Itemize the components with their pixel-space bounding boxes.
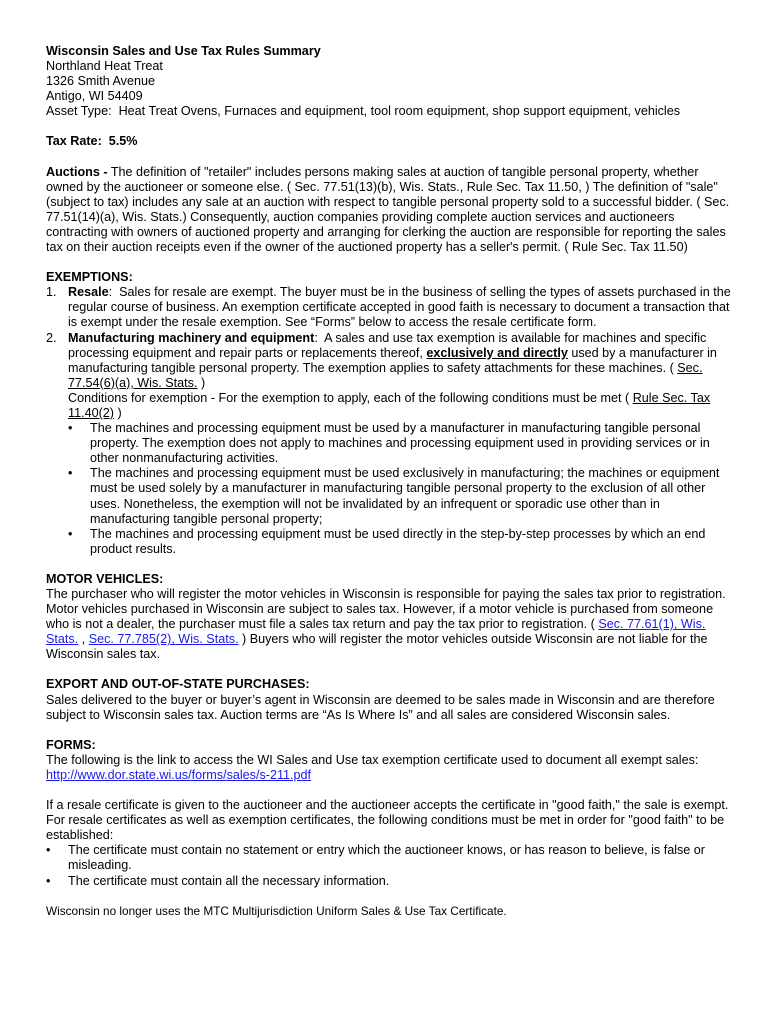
tax-rate-line: Tax Rate: 5.5% (46, 134, 138, 149)
resale-label: Resale (68, 285, 109, 300)
conditions-line (68, 391, 736, 421)
manufacturing-ref-link[interactable]: Sec. 77.54(6)(a), Wis. Stats. (68, 360, 703, 390)
manufacturing-text-cont: used by a manufacturer in manufacturing tangible personal property. The exemption applies to safety attachments for these machines. ( (68, 345, 717, 375)
auctions-text: The definition of "retailer" includes persons making sales at auction of tangible personal property, whether owned by the auctioneer or someone else. ( Sec. 77.51(13)(b), Wis. Stats., Rule Sec. Tax 11.50, ) The definition of "sale" (subject to tax) includes any sale at an auction with respect to tangible personal property sold to a successful bidder. ( Sec. 77.51(14)(a), Wis. Stats.) Consequently, auction companies providing complete auction services and auctioneers contracting with owners of auctioned property and arranging for clerking the auction are responsible for reporting the sales tax on their auction receipts even if the owner of the auctioned property has a seller's permit. ( Rule Sec. Tax 11.50) (46, 164, 730, 255)
document-page (46, 44, 736, 919)
export-heading: EXPORT AND OUT-OF-STATE PURCHASES: (46, 677, 310, 692)
conditions-text: Conditions for exemption - For the exemption to apply, each of the following conditions must be met ( (68, 390, 630, 405)
motor-vehicles-text-a: The purchaser who will register the motor vehicles in Wisconsin is responsible for paying the sales tax prior to registration. Motor vehicles purchased in Wisconsin are subject to sales tax. However, if a motor vehicle is purchased from someone who is not a dealer, the purchaser must file a sales tax return and pay the tax prior to registration. ( (46, 587, 726, 632)
exemptions-list (46, 285, 736, 557)
statute-link-77-785[interactable]: Sec. 77.785(2), Wis. Stats. (88, 632, 239, 647)
motor-vehicles-text-b: ) Buyers who will register the motor vehicles outside Wisconsin are not liable for the Wisconsin sales tax. (46, 632, 708, 662)
auctions-section (46, 165, 736, 256)
asset-type-label: Asset Type: (46, 104, 112, 119)
asset-type-value: Heat Treat Ovens, Furnaces and equipment, tool room equipment, shop support equipment, vehicles (118, 104, 681, 119)
manufacturing-ref-close: ) (200, 375, 206, 390)
conditions-close: ) (117, 405, 122, 420)
exemptions-heading: EXEMPTIONS: (46, 270, 133, 285)
tax-rate-label: Tax Rate (46, 134, 98, 149)
condition-item: • The machines and processing equipment must be used directly in the step-by-step processes by which an end product results. (68, 527, 736, 557)
forms-heading: FORMS: (46, 737, 96, 752)
good-faith-bullets (46, 843, 736, 888)
manufacturing-emphasis: exclusively and directly (426, 345, 568, 360)
exemption-number: 2. (46, 330, 57, 345)
exemption-resale: 1. Resale: Sales for resale are exempt. The buyer must be in the business of selling the types of assets purchased in the regular course of business. An exemption certificate accepted in good faith is necessary to document a transaction that is exempt under the resale exemption. See “Forms” below to access the resale certificate form. (46, 285, 731, 330)
conditions-rule-link[interactable]: Rule Sec. Tax 11.40(2) (68, 390, 711, 420)
condition-item: • The machines and processing equipment must be used by a manufacturer in manufacturing tangible personal property. The exemption does not apply to machines and processing equipment used in providing services or in other nonmanufacturing activities. (68, 421, 736, 466)
condition-item: • The machines and processing equipment must be used exclusively in manufacturing; the machines or equipment must be used solely by a manufacturer in manufacturing tangible personal property to the exclusion of all other uses. Nonetheless, the exemption will not be invalidated by an infrequent or sporadic use other than in manufacturing tangible personal property; (68, 466, 736, 526)
exemption-number: 1. (46, 285, 57, 300)
manufacturing-text: A sales and use tax exemption is available for machines and specific processing equipment and repair parts or replacements thereof, (68, 330, 707, 360)
mtc-note: Wisconsin no longer uses the MTC Multijurisdiction Uniform Sales & Use Tax Certificate. (46, 903, 507, 918)
manufacturing-label: Manufacturing machinery and equipment (68, 330, 315, 345)
motor-vehicles-text (46, 587, 736, 662)
company-city: Antigo, WI 54409 (46, 89, 143, 104)
asset-type-line (46, 104, 736, 119)
motor-vehicles-heading: MOTOR VEHICLES: (46, 571, 164, 586)
resale-certificate-text: If a resale certificate is given to the auctioneer and the auctioneer accepts the certificate in "good faith," the sale is exempt. For resale certificates as well as exemption certificates, the following conditions must be met in order for "good faith" to be established: (46, 798, 729, 843)
exemption-manufacturing: 2. Manufacturing machinery and equipment: A sales and use tax exemption is available for machines and specific processing equipment and repair parts or replacements thereof, exclusively and directly used by a manufacturer in manufacturing tangible personal property. The exemption applies to safety attachments for these machines. ( Sec. 77.54(6)(a), Wis. Stats. ) Conditions for exemption - For the exemption to apply, each of the following conditions must be met ( Rule Sec. Tax 11.40(2) ) • The machines and processing equipment must be used by a manufacturer in manufacturing tangible personal property. The exemption does not apply to machines and processing equipment used in providing services or in other nonmanufacturing activities. • The machines and processing equipment must be used exclusively in manufacturing; the machines or equipment must be used solely by a manufacturer in manufacturing tangible personal property to the exclusion of all other uses. Nonetheless, the exemption will not be invalidated by an infrequent or sporadic use other than in manufacturing tangible personal property; • The machines and processing equipment must be used directly in the step-by-step processes by which an end product results. (46, 331, 736, 557)
company-street: 1326 Smith Avenue (46, 74, 155, 89)
statute-link-77-61[interactable]: Sec. 77.61(1), Wis. Stats. (46, 617, 706, 647)
auctions-heading: Auctions - (46, 164, 108, 179)
tax-rate-value: 5.5% (108, 134, 138, 149)
good-faith-item: • The certificate must contain all the necessary information. (46, 874, 736, 889)
good-faith-item: • The certificate must contain no statement or entry which the auctioneer knows, or has reason to believe, is false or misleading. (46, 843, 736, 873)
exemption-certificate-link[interactable]: http://www.dor.state.wi.us/forms/sales/s-211.pdf (46, 767, 312, 782)
link-separator: , (81, 632, 86, 647)
conditions-bullets (68, 421, 736, 557)
document-title: Wisconsin Sales and Use Tax Rules Summary (46, 44, 321, 58)
resale-text: Sales for resale are exempt. The buyer must be in the business of selling the types of assets purchased in the regular course of business. An exemption certificate accepted in good faith is necessary to document a transaction that is exempt under the resale exemption. See “Forms” below to access the resale certificate form. (68, 285, 731, 330)
forms-text: The following is the link to access the WI Sales and Use tax exemption certificate used to document all exempt sales: (46, 752, 699, 767)
export-text: Sales delivered to the buyer or buyer’s agent in Wisconsin are deemed to be sales made in Wisconsin and are therefore subject to Wisconsin sales tax. Auction terms are “As Is Where Is” and all sales are considered Wisconsin sales. (46, 692, 715, 722)
company-name: Northland Heat Treat (46, 59, 163, 74)
